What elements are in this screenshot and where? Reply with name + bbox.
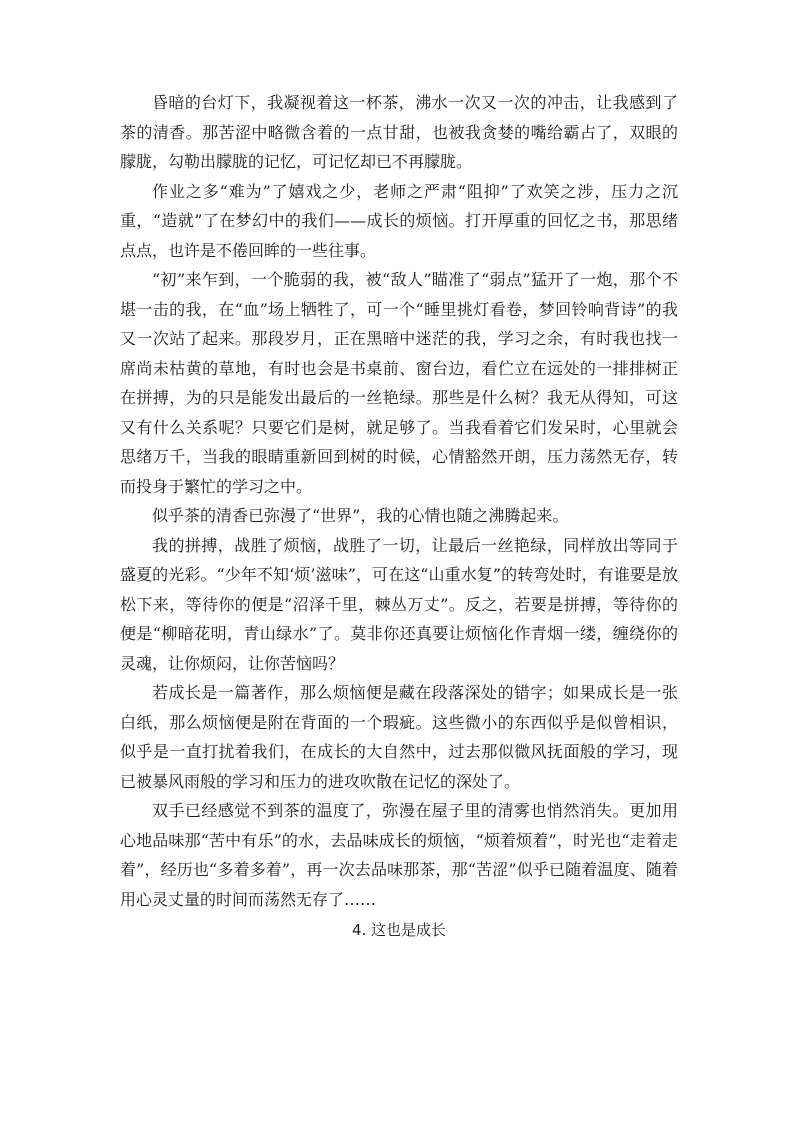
essay-paragraph: 我的拼搏，战胜了烦恼，战胜了一切，让最后一丝艳绿，同样放出等同于盛夏的光彩。“少年不知‘烦’滋味”，可在这“山重水复”的转弯处时，有谁要是放松下来，等待你的便是“沼泽千里，棘丛万丈”。反之，若要是拼搏，等待你的便是“柳暗花明，青山绿水”了。莫非你还真要让烦恼化作青烟一缕，缠绕你的灵魂，让你烦闷，让你苦恼吗？ bbox=[120, 535, 678, 673]
essay-paragraph: 若成长是一篇著作，那么烦恼便是藏在段落深处的错字；如果成长是一张白纸，那么烦恼便是附在背面的一个瑕疵。这些微小的东西似乎是似曾相识，似乎是一直打扰着我们，在成长的大自然中，过去那似微风抚面般的学习，现已被暴风雨般的学习和压力的进攻吹散在记忆的深处了。 bbox=[120, 683, 678, 791]
essay-paragraph: 作业之多“难为”了嬉戏之少，老师之严肃“阻抑”了欢笑之涉，压力之沉重，“造就”了在梦幻中的我们——成长的烦恼。打开厚重的回忆之书，那思绪点点，也许是不倦回眸的一些往事。 bbox=[120, 181, 678, 260]
essay-paragraph: 似乎茶的清香已弥漫了“世界”，我的心情也随之沸腾起来。 bbox=[152, 506, 569, 525]
essay-paragraph: “初”来乍到，一个脆弱的我，被“敌人”瞄准了“弱点”猛开了一炮，那个不堪一击的我，在“血”场上牺牲了，可一个“睡里挑灯看卷，梦回铃响背诗”的我又一次站了起来。那段岁月，正在黑暗中迷茫的我，学习之余，有时我也找一席尚未枯黄的草地，有时也会是书桌前、窗台边，看伫立在远处的一排排树正在拼搏，为的只是能发出最后的一丝艳绿。那些是什么树？我无从得知，可这又有什么关系呢？只要它们是树，就足够了。当我看着它们发呆时，心里就会思绪万千，当我的眼睛重新回到树的时候，心情豁然开朗，压力荡然无存，转而投身于繁忙的学习之中。 bbox=[120, 270, 678, 496]
essay-paragraph: 双手已经感觉不到茶的温度了，弥漫在屋子里的清雾也悄然消失。更加用心地品味那“苦中有乐”的水，去品味成长的烦恼，“烦着烦着”，时光也“走着走着”，经历也“多着多着”，再一次去品味那茶，那“苦涩”似乎已随着温度、随着用心灵丈量的时间而荡然无存了…… bbox=[120, 801, 678, 909]
next-essay-title: 4. 这也是成长 bbox=[351, 921, 447, 939]
essay-paragraph: 昏暗的台灯下，我凝视着这一杯茶，沸水一次又一次的冲击，让我感到了茶的清香。那苦涩中略微含着的一点甘甜，也被我贪婪的嘴给霸占了，双眼的朦胧，勾勒出朦胧的记忆，可记忆却已不再朦胧。 bbox=[120, 93, 678, 171]
document-page bbox=[120, 88, 678, 946]
